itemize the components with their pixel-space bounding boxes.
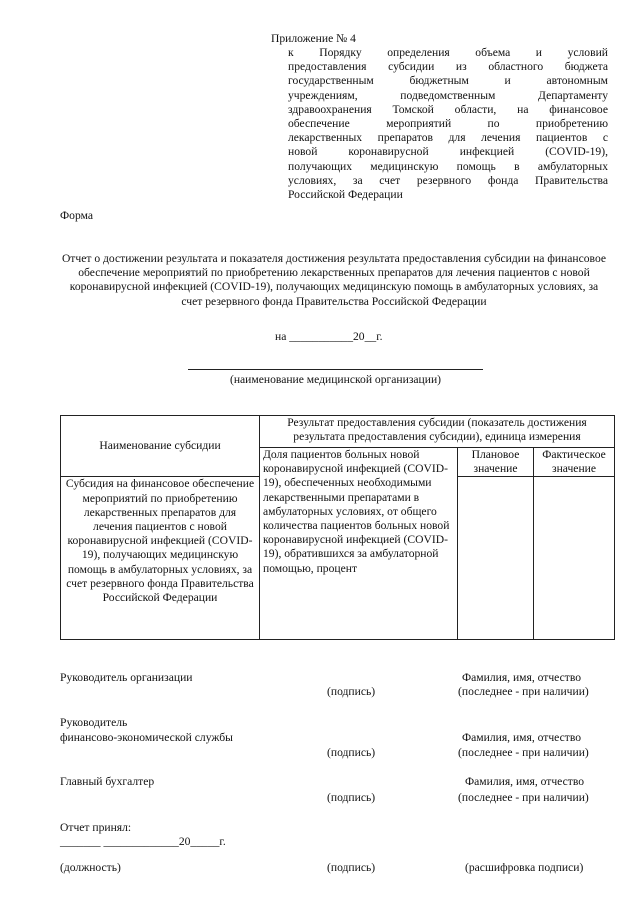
accepted-label: Отчет принял:: [60, 821, 132, 834]
head-signature-caption: (подпись): [327, 685, 376, 698]
header-result: Результат предоставления субсидии (показатель достижения результата предоставления субсидии), единица измерения: [260, 416, 615, 448]
finance-fio-note: (последнее - при наличии): [458, 746, 589, 759]
header-actual: Фактическое значение: [534, 448, 615, 477]
head-fio-note: (последнее - при наличии): [458, 685, 589, 698]
results-table: [60, 415, 615, 640]
appendix-line: условиях, за счет резервного фонда Правительства: [288, 173, 608, 187]
decoding-caption: (расшифровка подписи): [465, 861, 584, 874]
indicator-cell: Доля пациентов больных новой коронавирусной инфекцией (COVID-19), обеспеченных необходимыми лекарственными препаратами в амбулаторных условиях, от общего количества пациентов больных новой коронавирусной инфекцией (COVID-19), обратившихся за амбулаторной помощью, процент: [260, 448, 458, 640]
org-name-caption: (наименование медицинской организации): [229, 373, 442, 386]
finance-label-line1: Руководитель: [60, 716, 128, 729]
finance-label-line2: финансово-экономической службы: [60, 731, 233, 744]
appendix-line: к Порядку определения объема и условий: [288, 46, 608, 59]
appendix-line: здравоохранения Томской области, на финансовое: [288, 102, 608, 116]
appendix-line: лекарственных препаратов для лечения пациентов с: [288, 131, 608, 145]
appendix-line: новой коронавирусной инфекцией (COVID-19),: [288, 145, 608, 159]
org-name-underline: [188, 369, 483, 370]
accepted-signature-caption: (подпись): [327, 861, 376, 874]
appendix-line: государственным бюджетным и автономным: [288, 74, 608, 88]
actual-value-cell[interactable]: [534, 477, 615, 640]
accepted-date-line: _______ _____________20_____г.: [60, 835, 226, 848]
planned-value-cell[interactable]: [458, 477, 534, 640]
report-date-line: на ___________20__г.: [275, 330, 383, 343]
form-label: Форма: [60, 209, 93, 222]
report-title: Отчет о достижении результата и показателя достижения результата предоставления субсидии на финансовое обеспечение мероприятий по приобретению лекарственных препаратов для лечения пациентов с новой коронавирусной инфекцией (COVID-19), получающих медицинскую помощь в амбулаторных условиях, за счет резервного фонда Правительства Российской Федерации: [61, 252, 607, 308]
finance-signature-caption: (подпись): [327, 746, 376, 759]
appendix-line: Российской Федерации: [288, 187, 403, 201]
accountant-signature-caption: (подпись): [327, 791, 376, 804]
header-planned: Плановое значение: [458, 448, 534, 477]
accountant-fio-caption: Фамилия, имя, отчество: [465, 775, 585, 788]
subsidy-name-cell: Субсидия на финансовое обеспечение мероприятий по приобретению лекарственных препаратов для лечения пациентов с новой коронавирусной инфекцией (COVID-19), получающих медицинскую помощь в амбулаторных условиях, за счет резервного фонда Правительства Российской Федерации: [61, 477, 260, 640]
appendix-text: [288, 46, 608, 202]
appendix-title: Приложение № 4: [271, 32, 356, 45]
accountant-fio-note: (последнее - при наличии): [458, 791, 589, 804]
appendix-line: предоставления субсидии из областного бюджета: [288, 60, 608, 74]
appendix-line: обеспечение мероприятий по приобретению: [288, 116, 608, 130]
header-subsidy-name: Наименование субсидии: [61, 416, 260, 477]
head-fio-caption: Фамилия, имя, отчество: [462, 671, 582, 684]
finance-fio-caption: Фамилия, имя, отчество: [462, 731, 582, 744]
accountant-label: Главный бухгалтер: [60, 775, 155, 788]
head-label: Руководитель организации: [60, 671, 193, 684]
position-caption: (должность): [60, 861, 121, 874]
appendix-line: получающих медицинскую помощь в амбулаторных: [288, 159, 608, 173]
appendix-line: учреждениям, подведомственным Департаменту: [288, 88, 608, 102]
